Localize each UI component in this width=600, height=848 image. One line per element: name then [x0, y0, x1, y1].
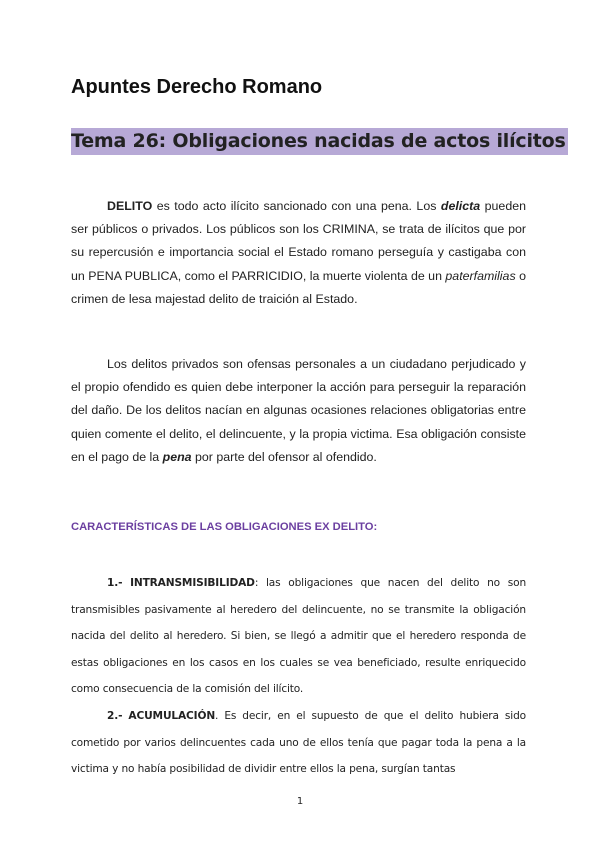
item-number: 1.-	[107, 577, 123, 589]
term-paterfamilias: paterfamilias	[445, 268, 516, 283]
paragraph-delito-definition	[71, 195, 526, 311]
page-number: 1	[296, 796, 304, 807]
paragraph-text: por parte del ofensor al ofendido.	[191, 449, 377, 464]
term-delito: DELITO	[107, 199, 153, 213]
paragraph-text: es todo acto ilícito sancionado con una pena. Los	[152, 199, 441, 213]
item-number: 2.-	[107, 710, 123, 722]
list-item-acumulacion	[71, 703, 526, 783]
paragraph-text: o crimen de lesa majestad delito de traición al Estado.	[71, 268, 526, 306]
topic-title: Tema 26: Obligaciones nacidas de actos ilícitos	[71, 128, 568, 155]
item-label: ACUMULACIÓN	[128, 710, 216, 722]
term-delicta: delicta	[440, 199, 481, 213]
document-title: Apuntes Derecho Romano	[71, 76, 323, 98]
item-label: INTRANSMISIBILIDAD	[130, 577, 255, 589]
paragraph-text: pueden ser públicos o privados. Los públicos son los CRIMINA, se trata de ilícitos que por su repercusión e importancia social el Estado romano perseguía y castigaba con un PENA PUBLICA, como el PARRICIDIO, la muerte violenta de un	[71, 199, 526, 283]
item-text: . Es decir, en el supuesto de que el delito hubiera sido cometido por varios delincuentes cada uno de ellos tenía que pagar toda la pena a la victima y no había posibilidad de dividir entre ellos la pena, surgían tantas	[71, 710, 526, 775]
list-item-intransmisibilidad	[71, 570, 526, 703]
paragraph-text: Los delitos privados son ofensas personales a un ciudadano perjudicado y el propio ofendido es quien debe interponer la acción para perseguir la reparación del daño. De los delitos nacían en algunas ocasiones relaciones obligatorias entre quien comente el delito, el delincuente, y la propia victima. Esa obligación consiste en el pago de la	[71, 357, 526, 464]
section-heading: CARACTERÍSTICAS DE LAS OBLIGACIONES EX DELITO:	[71, 521, 378, 533]
term-pena: pena	[162, 449, 192, 464]
paragraph-delitos-privados	[71, 353, 526, 469]
item-text: : las obligaciones que nacen del delito no son transmisibles pasivamente al heredero del delincuente, no se transmite la obligación nacida del delito al heredero. Si bien, se llegó a admitir que el heredero responda de estas obligaciones en los casos en los cuales se vea beneficiado, resulte enriquecido como consecuencia de la comisión del ilícito.	[71, 577, 527, 695]
